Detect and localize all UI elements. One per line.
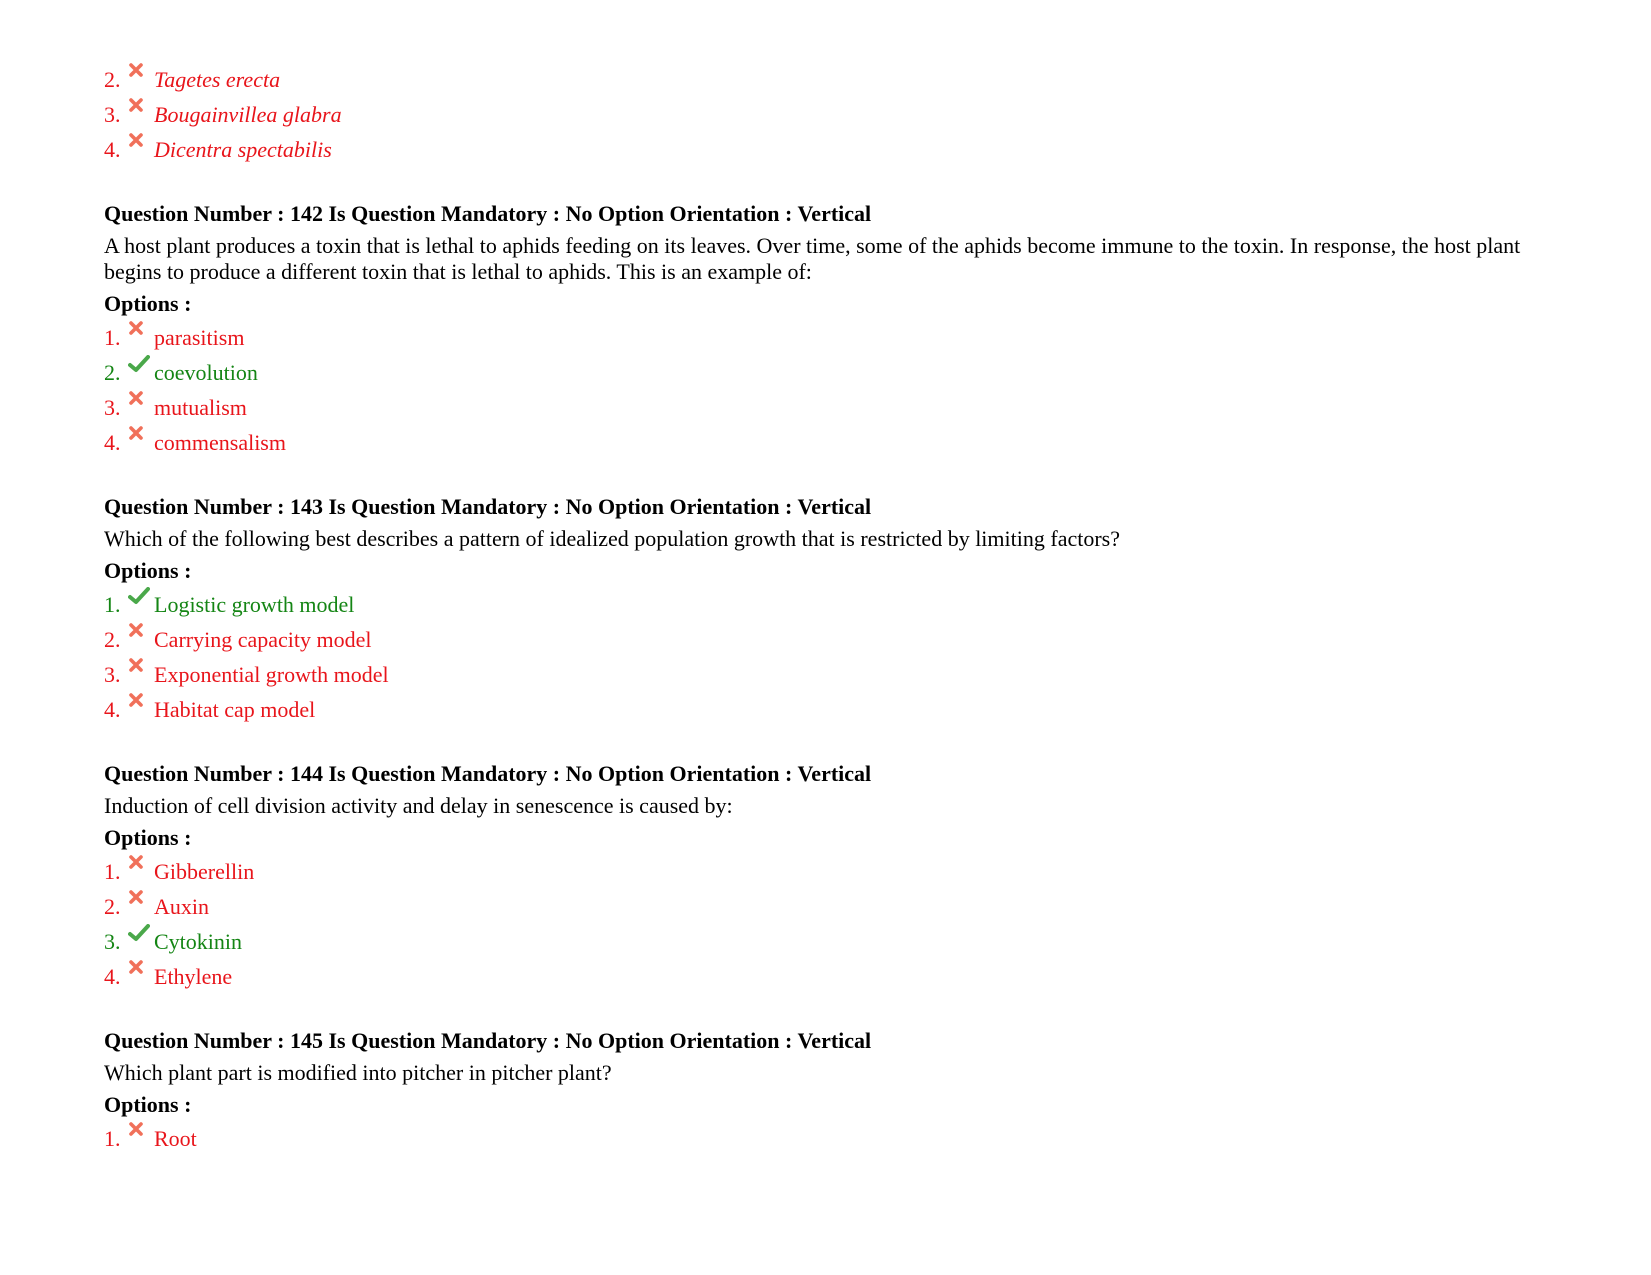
option-item [104, 924, 1574, 959]
option-item [104, 959, 1574, 994]
option-item [104, 62, 1574, 97]
option-item [104, 97, 1574, 132]
option-number: 3. [104, 929, 121, 954]
question-text: Induction of cell division activity and delay in senescence is caused by: [104, 793, 733, 818]
question-text: Which plant part is modified into pitcher in pitcher plant? [104, 1060, 612, 1085]
option-number: 3. [104, 102, 121, 127]
option-item [104, 657, 1574, 692]
option-text: Bougainvillea glabra [154, 102, 342, 127]
option-number: 4. [104, 697, 121, 722]
option-text: Cytokinin [154, 929, 243, 954]
option-number: 2. [104, 627, 121, 652]
question-header: Question Number : 142 Is Question Mandatory : No Option Orientation : Vertical [104, 201, 872, 226]
cross-icon [128, 62, 152, 84]
option-number: 1. [104, 1126, 121, 1151]
option-item [104, 622, 1574, 657]
cross-icon [128, 889, 152, 911]
option-number: 4. [104, 430, 121, 455]
option-text: Auxin [154, 894, 209, 919]
option-item [104, 132, 1574, 167]
option-text: Carrying capacity model [154, 627, 372, 652]
option-text: Dicentra spectabilis [154, 137, 332, 162]
option-item [104, 355, 1574, 390]
option-number: 4. [104, 964, 121, 989]
option-text: parasitism [154, 325, 245, 350]
option-item [104, 854, 1574, 889]
option-text: commensalism [154, 430, 286, 455]
option-text: Exponential growth model [154, 662, 389, 687]
question-header: Question Number : 144 Is Question Mandatory : No Option Orientation : Vertical [104, 761, 872, 786]
options-label: Options : [104, 558, 192, 583]
options-label: Options : [104, 825, 192, 850]
question-text: Which of the following best describes a pattern of idealized population growth that is restricted by limiting factors? [104, 526, 1120, 551]
option-number: 2. [104, 894, 121, 919]
option-item [104, 692, 1574, 727]
option-text: Root [154, 1126, 197, 1151]
question-header: Question Number : 143 Is Question Mandatory : No Option Orientation : Vertical [104, 494, 872, 519]
cross-icon [128, 622, 152, 644]
option-number: 2. [104, 360, 121, 385]
question-block [104, 1028, 1574, 1156]
document-page [104, 62, 1574, 1190]
question-block [104, 201, 1574, 460]
cross-icon [128, 320, 152, 342]
question-text: A host plant produces a toxin that is lethal to aphids feeding on its leaves. Over time, some of the aphids become immune to the toxin. In response, the host plant begins to produce a different toxin that is lethal to aphids. This is an example of: [104, 233, 1521, 284]
cross-icon [128, 425, 152, 447]
option-text: Gibberellin [154, 859, 255, 884]
option-text: mutualism [154, 395, 247, 420]
cross-icon [128, 692, 152, 714]
question-header: Question Number : 145 Is Question Mandatory : No Option Orientation : Vertical [104, 1028, 872, 1053]
cross-icon [128, 390, 152, 412]
option-text: coevolution [154, 360, 258, 385]
option-number: 1. [104, 325, 121, 350]
option-item [104, 320, 1574, 355]
option-item [104, 889, 1574, 924]
cross-icon [128, 959, 152, 981]
option-text: Tagetes erecta [154, 67, 281, 92]
cross-icon [128, 1121, 152, 1143]
check-icon [128, 355, 152, 377]
option-number: 2. [104, 67, 121, 92]
question-block [104, 761, 1574, 994]
question-block [104, 494, 1574, 727]
option-item [104, 587, 1574, 622]
cross-icon [128, 97, 152, 119]
option-text: Habitat cap model [154, 697, 316, 722]
cross-icon [128, 657, 152, 679]
check-icon [128, 924, 152, 946]
option-number: 3. [104, 395, 121, 420]
option-item [104, 390, 1574, 425]
carryover-options [104, 62, 1574, 167]
options-label: Options : [104, 1092, 192, 1117]
cross-icon [128, 132, 152, 154]
cross-icon [128, 854, 152, 876]
option-number: 1. [104, 592, 121, 617]
options-label: Options : [104, 291, 192, 316]
option-text: Ethylene [154, 964, 233, 989]
option-text: Logistic growth model [154, 592, 355, 617]
option-item [104, 425, 1574, 460]
option-item [104, 1121, 1574, 1156]
option-number: 1. [104, 859, 121, 884]
check-icon [128, 587, 152, 609]
option-number: 4. [104, 137, 121, 162]
option-number: 3. [104, 662, 121, 687]
